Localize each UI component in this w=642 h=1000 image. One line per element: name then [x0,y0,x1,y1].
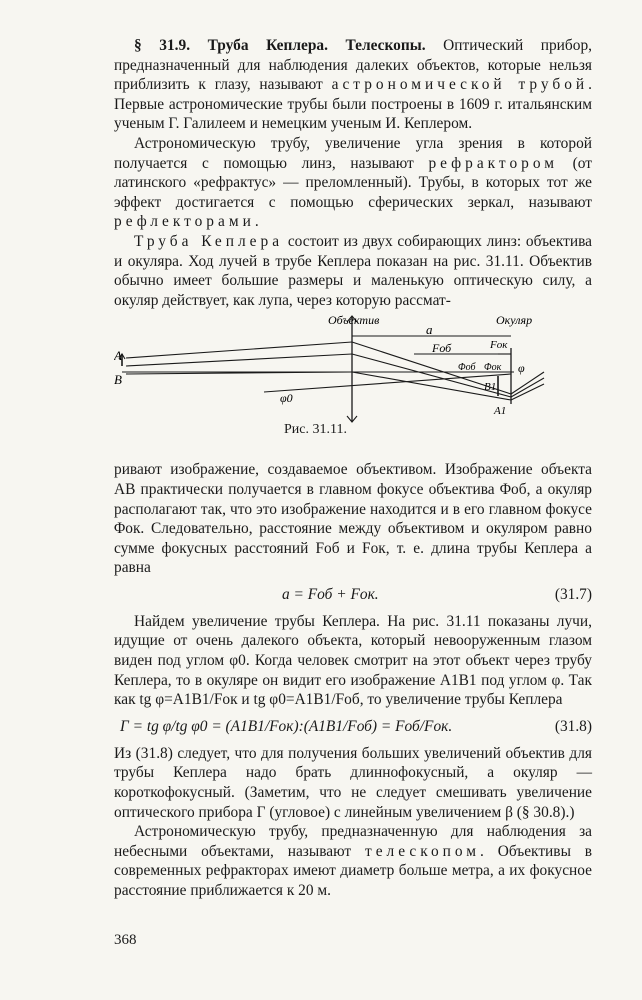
ray-diagram [114,314,592,454]
text: (от латинского «рефрактус» — преломленный). Трубы, в которых тот же эффект достигается с помощью сферических зеркал, называют [114,154,592,211]
figure-caption: Рис. 31.11. [284,422,347,438]
label-A1: A1 [494,405,507,418]
label-A: A [114,348,122,364]
term-telescope: телескопом [364,842,481,860]
text: Оптический прибор, предназначенный для наблюдения далеких объектов, которые нельзя приблизить к глазу, называют [114,37,592,94]
paragraph-refractor [114,134,592,232]
paragraph-telescope [114,822,592,900]
label-eyepiece: Окуляр [496,314,533,328]
paragraph-image: ривают изображение, создаваемое объективом. Изображение объекта AB практически получается в главном фокусе объектива Φоб, а окуляр располагают так, что это изображение находится и в его главном фокусе Φок. Следовательно, расстояние между объективом и окуляром равно сумме фокусных расстояний Fоб и Fок, т. е. длина трубы Кеплера a равна [114,461,592,577]
label-phi: φ [518,361,525,376]
paragraph-kepler [114,232,592,310]
label-B: B [114,372,122,388]
section-title: Труба Кеплера. Телескопы. [207,37,426,54]
equation-31-8 [114,716,592,738]
text: . Первые астрономические трубы были построены в 1609 г. итальянским ученым Г. Галилеем и немецким ученым И. Кеплером. [114,76,592,133]
paragraph-intro [114,36,592,134]
figure-kepler-ray-diagram [114,314,592,454]
label-fob: Fоб [432,341,452,356]
paragraph-conclusion: Из (31.8) следует, что для получения больших увеличений объектив для трубы Кеплера надо брать длиннофокусный, а окуляр — короткофокусный. (Заметим, что не следует смешивать увеличение оптического прибора Γ (угловое) с линейным увеличением β (§ 30.8).) [114,744,592,821]
text: Астрономическую трубу, увеличение угла зрения в которой получается с помощью линз, называют [114,134,592,172]
label-B1: B1 [484,381,497,394]
section-number: § 31.9. [134,37,191,54]
text: Астрономическую трубу, предназначенную для наблюдения за небесными объектами, называют [114,823,592,860]
page-number: 368 [114,932,137,948]
term-reflector: рефлекторами [114,213,255,231]
term-astronomical-tube: астрономической трубой [331,76,589,94]
equation-formula: a = Fоб + Fок. [282,585,379,603]
equation-number: (31.8) [554,717,592,735]
text: . Объективы в современных рефракторах имеют диаметр больше метра, а их фокусное расстояние приближается к 20 м. [114,842,592,899]
term-kepler-tube: Труба Кеплера [134,232,284,250]
label-phiob: Φоб [458,362,476,374]
equation-31-7 [114,584,592,606]
label-objective: Объектив [328,314,380,328]
text: . [254,213,259,231]
term-refractor: рефрактором [428,154,558,172]
label-fok: Fок [490,339,508,352]
equation-number: (31.7) [554,585,592,603]
text: состоит из двух собирающих линз: объектива и окуляра. Ход лучей в трубе Кеплера показан на рис. 31.11. Объектив обычно имеет большие размеры и маленькую оптическую силу, а окуляр действует, как лупа, через которую рассмат- [114,232,592,309]
page-content [114,36,592,901]
equation-formula: Γ = tg φ/tg φ0 = (A1B1/Fок):(A1B1/Fоб) = Fоб/Fок. [120,717,453,735]
label-phiok: Φок [484,362,502,374]
paragraph-magnification: Найдем увеличение трубы Кеплера. На рис. 31.11 показаны лучи, идущие от очень далекого объекта, который невооруженным глазом виден под углом φ0. Когда человек смотрит на этот объект через трубу Кеплера, то в окуляре он видит его изображение A1B1 под углом φ. Так как tg φ=A1B1/Fок и tg φ0=A1B1/Fоб, то увеличение трубы Кеплера [114,612,592,709]
label-phi0: φ0 [280,391,293,406]
label-a: a [426,322,433,338]
